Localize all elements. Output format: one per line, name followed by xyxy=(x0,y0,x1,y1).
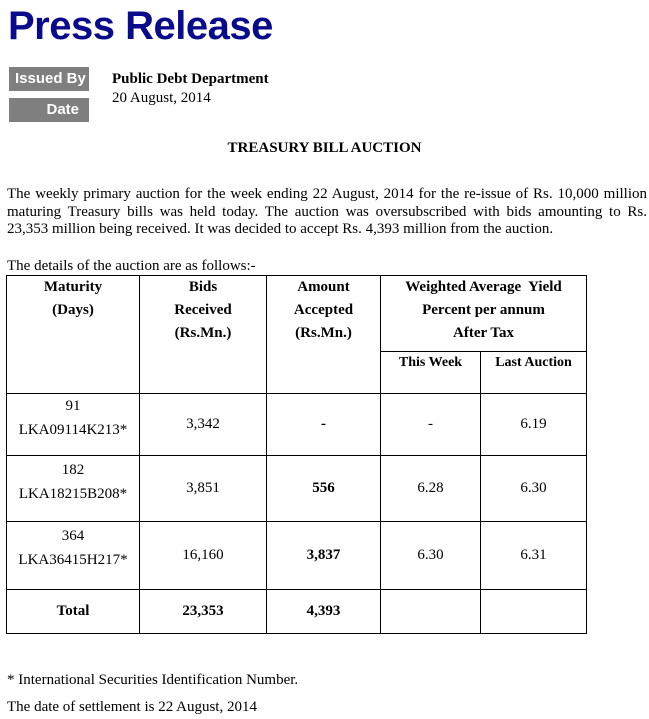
details-label: The details of the auction are as follows:- xyxy=(7,258,256,274)
page-title: Press Release xyxy=(8,4,273,48)
header-yield: Weighted Average Yield Percent per annum After Tax xyxy=(381,276,587,352)
header-bids: Bids Received (Rs.Mn.) xyxy=(140,276,267,394)
empty-cell xyxy=(481,590,587,634)
last-auction-cell: 6.30 xyxy=(481,456,587,522)
footnote: * International Securities Identification Number. xyxy=(7,672,299,688)
header-maturity: Maturity (Days) xyxy=(7,276,140,394)
this-week-cell: 6.28 xyxy=(381,456,481,522)
empty-cell xyxy=(381,590,481,634)
header-amount: Amount Accepted (Rs.Mn.) xyxy=(267,276,381,394)
section-heading: TREASURY BILL AUCTION xyxy=(227,140,422,156)
bids-cell: 3,342 xyxy=(140,394,267,456)
total-label: Total xyxy=(7,590,140,634)
intro-paragraph: The weekly primary auction for the week ending 22 August, 2014 for the re-issue of Rs. 10,000 million maturing Treasury bills was held today. The auction was oversubscribed with bids amounting to Rs. 23,353 million being received. It was decided to accept Rs. 4,393 million from the auction. xyxy=(7,186,647,237)
department: Public Debt Department xyxy=(112,71,269,87)
auction-table xyxy=(6,275,587,634)
table-row xyxy=(7,456,587,522)
table-row xyxy=(7,522,587,590)
last-auction-cell: 6.31 xyxy=(481,522,587,590)
total-row xyxy=(7,590,587,634)
total-accepted: 4,393 xyxy=(267,590,381,634)
issued-by-label: Issued By xyxy=(9,67,89,91)
bids-cell: 16,160 xyxy=(140,522,267,590)
maturity-cell: 182 LKA18215B208* xyxy=(7,456,140,522)
settlement-note: The date of settlement is 22 August, 2014 xyxy=(7,699,257,715)
maturity-cell: 91 LKA09114K213* xyxy=(7,394,140,456)
table-row xyxy=(7,394,587,456)
last-auction-cell: 6.19 xyxy=(481,394,587,456)
date-label: Date xyxy=(9,98,89,122)
header-this-week: This Week xyxy=(381,352,481,394)
header-last-auction: Last Auction xyxy=(481,352,587,394)
accepted-cell: - xyxy=(267,394,381,456)
accepted-cell: 3,837 xyxy=(267,522,381,590)
this-week-cell: - xyxy=(381,394,481,456)
accepted-cell: 556 xyxy=(267,456,381,522)
bids-cell: 3,851 xyxy=(140,456,267,522)
this-week-cell: 6.30 xyxy=(381,522,481,590)
maturity-cell: 364 LKA36415H217* xyxy=(7,522,140,590)
release-date: 20 August, 2014 xyxy=(112,90,211,106)
total-bids: 23,353 xyxy=(140,590,267,634)
